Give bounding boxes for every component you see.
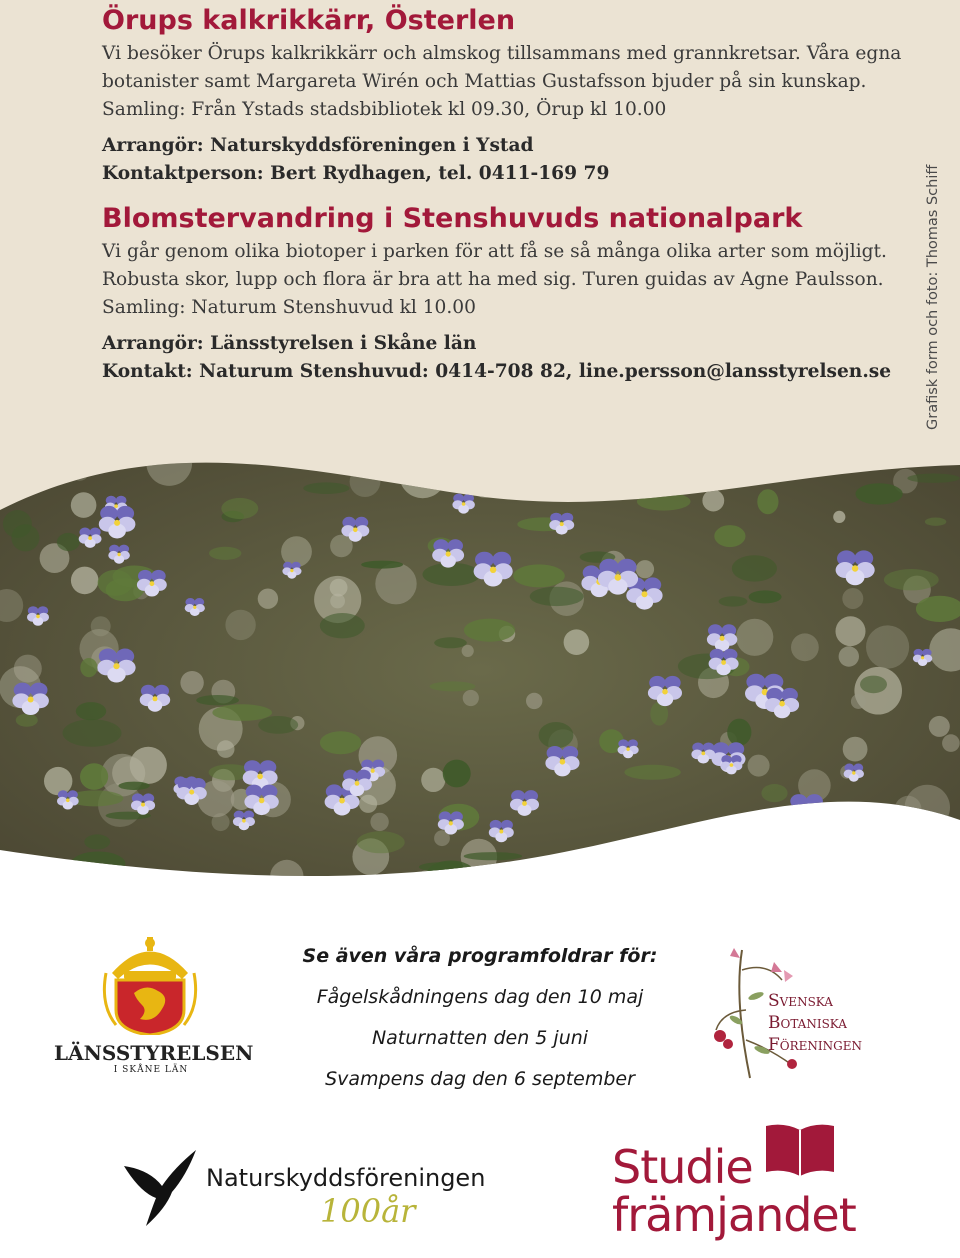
lichen-patch (462, 645, 474, 657)
moss-patch (464, 852, 522, 860)
book-icon (760, 1122, 840, 1182)
lichen-patch (258, 440, 286, 454)
lichen-patch (851, 694, 866, 709)
moss-patch (719, 596, 748, 606)
lichen-patch (463, 453, 485, 475)
lichen-patch (399, 451, 446, 498)
lichen-patch (141, 440, 175, 458)
moss-patch (320, 731, 361, 754)
moss-patch (757, 489, 778, 514)
moss-patch (807, 441, 824, 468)
moss-patch (714, 525, 745, 547)
moss-patch (212, 704, 272, 721)
moss-patch (118, 782, 149, 790)
moss-patch (638, 856, 662, 879)
lichen-patch (73, 449, 100, 476)
moss-patch (761, 784, 787, 802)
lichen-patch (70, 462, 89, 481)
swallow-icon (122, 1148, 198, 1228)
lichen-patch (359, 795, 377, 813)
event-desc-line: Samling: Från Ystads stadsbibliotek kl 09.30, Örup kl 10.00 (102, 99, 667, 120)
event-contact: Kontaktperson: Bert Rydhagen, tel. 0411-169 79 (102, 163, 610, 184)
moss-patch (84, 834, 110, 849)
event-organizer: Arrangör: Länsstyrelsen i Skåne län (102, 333, 477, 354)
lansstyrelsen-sub: I SKÅNE LÄN (113, 1065, 189, 1075)
lichen-patch (833, 511, 845, 523)
event-title: Örups kalkrikkärr, Österlen (102, 5, 516, 36)
lichen-patch (564, 629, 590, 655)
lansstyrelsen-logo (50, 935, 254, 1075)
lichen-patch (526, 693, 542, 709)
moss-patch (209, 547, 241, 560)
lichen-patch (258, 589, 278, 609)
naturskydd-name: Naturskyddsföreningen (206, 1164, 486, 1192)
moss-patch (76, 702, 106, 720)
moss-patch (443, 760, 471, 788)
crown-shield-griffin-icon (50, 935, 250, 1035)
moss-patch (221, 498, 258, 519)
moss-patch (916, 845, 942, 857)
lichen-patch (636, 560, 654, 578)
promo-item: Naturnatten den 5 juni (371, 1027, 589, 1049)
moss-patch (641, 445, 696, 454)
event-desc-line: botanister samt Margareta Wirén och Mattias Gustafsson bjuder på sin kunskap. (102, 71, 867, 92)
moss-patch (624, 765, 680, 780)
lichen-patch (521, 440, 545, 463)
lichen-patch (270, 860, 303, 893)
lichen-patch (791, 633, 819, 661)
moss-patch (539, 722, 574, 748)
moss-patch (513, 564, 565, 587)
lichen-patch (866, 625, 909, 668)
event-2 (102, 200, 902, 386)
moss-patch (357, 831, 405, 853)
moss-patch (57, 533, 80, 551)
moss-patch (419, 862, 464, 871)
studie-line2: främjandet (612, 1188, 856, 1242)
promo-item: Fågelskådningens dag den 10 maj (316, 986, 644, 1008)
lichen-patch (839, 646, 859, 666)
moss-patch (104, 440, 153, 459)
moss-patch (303, 482, 349, 494)
studie-line1: Studie (612, 1140, 753, 1194)
event-contact: Kontakt: Naturum Stenshuvud: 0414-708 82, line.persson@lansstyrelsen.se (102, 361, 892, 382)
botaniska-logo (712, 940, 892, 1080)
moss-patch (884, 569, 939, 590)
lichen-patch (942, 734, 960, 752)
lichen-patch (71, 492, 97, 518)
lichen-patch (350, 466, 381, 497)
lichen-patch (417, 870, 436, 889)
lichen-patch (481, 443, 507, 469)
lichen-patch (905, 785, 950, 830)
lichen-patch (370, 813, 388, 831)
moss-patch (897, 440, 927, 448)
lichen-patch (146, 440, 192, 486)
moss-patch (430, 681, 476, 691)
moss-patch (907, 474, 959, 483)
event-1 (102, 2, 902, 188)
lichen-patch (842, 588, 863, 609)
moss-patch (80, 763, 108, 790)
lichen-patch (375, 563, 416, 604)
moss-patch (608, 862, 628, 883)
lichen-patch (504, 450, 533, 479)
moss-patch (856, 483, 903, 504)
lichen-patch (14, 655, 42, 683)
moss-patch (71, 852, 125, 876)
pansy-flower (856, 817, 877, 836)
lichen-patch (421, 768, 445, 792)
lichen-patch (464, 454, 508, 498)
event-desc-line: Robusta skor, lupp och flora är bra att ha med sig. Turen guidas av Agne Paulsson. (102, 269, 884, 290)
pansy-flower (771, 819, 795, 841)
event-desc-line: Samling: Naturum Stenshuvud kl 10.00 (102, 297, 476, 318)
moss-patch (63, 719, 122, 747)
lichen-patch (44, 767, 72, 795)
pansy-photo (0, 440, 960, 900)
naturskydd-logo (122, 1140, 522, 1240)
moss-patch (860, 676, 887, 694)
lichen-patch (836, 616, 866, 646)
moss-patch (637, 492, 691, 510)
lichen-patch (463, 690, 479, 706)
photo-credit: Grafisk form och foto: Thomas Schiff (925, 164, 941, 430)
lichen-patch (736, 619, 773, 656)
event-desc-line: Vi besöker Örups kalkrikkärr och almskog tillsammans med grannkretsar. Våra egna (102, 43, 902, 64)
lichen-patch (908, 845, 951, 888)
promo-heading: Se även våra programfoldrar för: (302, 945, 658, 967)
programme-promo (262, 935, 698, 1100)
event-organizer: Arrangör: Naturskyddsföreningen i Ystad (102, 135, 534, 156)
lansstyrelsen-name: LÄNSSTYRELSEN (54, 1041, 254, 1065)
lichen-patch (71, 567, 99, 595)
lichen-patch (843, 737, 868, 762)
moss-patch (16, 714, 38, 727)
event-title: Blomstervandring i Stenshuvuds nationalpark (102, 203, 803, 234)
moss-patch (727, 719, 751, 746)
lichen-patch (664, 865, 698, 899)
moss-patch (258, 716, 298, 734)
moss-patch (925, 518, 946, 526)
moss-patch (196, 695, 239, 705)
lichen-patch (702, 490, 724, 512)
lichen-patch (225, 610, 255, 640)
naturskydd-jubilee: 100år (320, 1192, 416, 1230)
pansy-flower (789, 794, 824, 825)
event-desc-line: Vi går genom olika biotoper i parken för att få se så många olika arter som möjligt. (102, 241, 887, 262)
moss-patch (320, 613, 365, 638)
events-section (102, 2, 902, 386)
moss-patch (80, 658, 97, 677)
studiefrämjandet-logo (612, 1122, 856, 1252)
moss-patch (790, 870, 824, 888)
moss-patch (732, 555, 777, 581)
moss-patch (464, 619, 515, 642)
lichen-patch (929, 716, 950, 737)
lichen-patch (669, 440, 690, 457)
moss-patch (361, 561, 403, 569)
moss-patch (749, 590, 782, 603)
moss-patch (11, 524, 39, 551)
lichen-patch (748, 755, 770, 777)
moss-patch (434, 637, 467, 648)
botaniska-name: Svenska Botaniska Föreningen (768, 991, 863, 1055)
lichen-patch (180, 671, 203, 694)
moss-patch (530, 587, 584, 606)
promo-item: Svampens dag den 6 september (325, 1068, 635, 1090)
